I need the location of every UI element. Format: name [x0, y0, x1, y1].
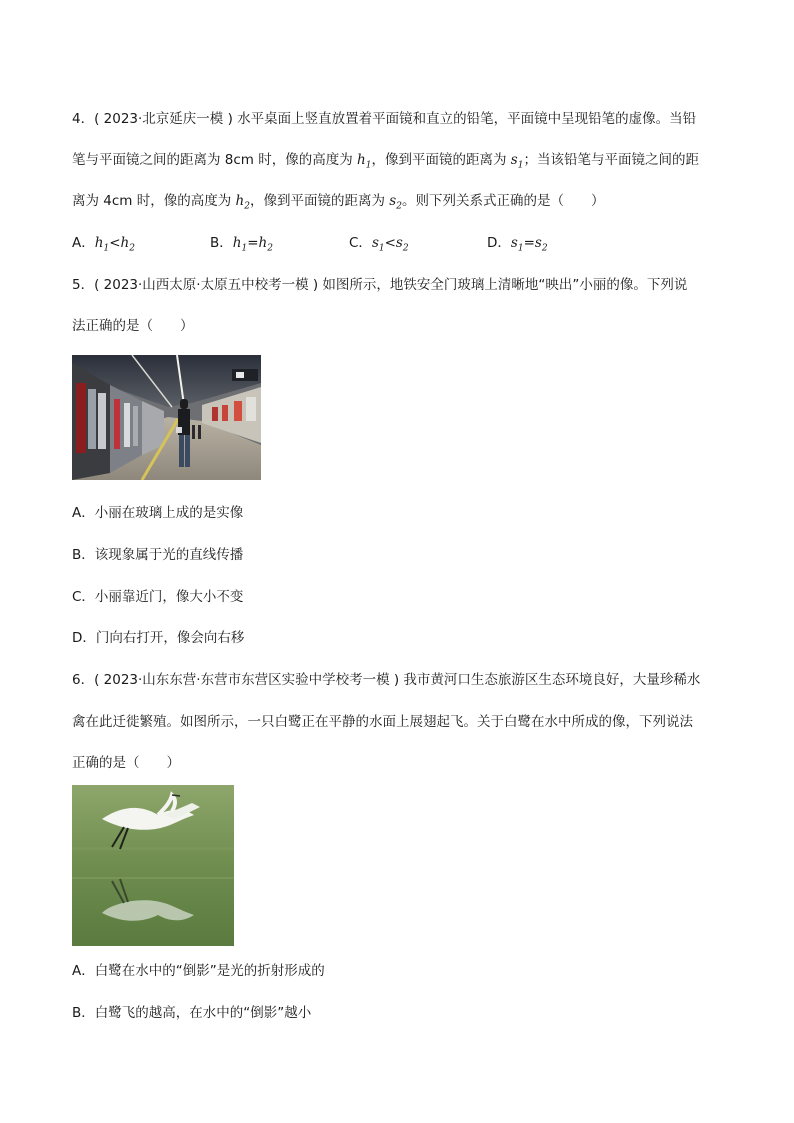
math-h2: $h_2$ — [235, 193, 250, 212]
q4-stem-line1: 4．( 2023·北京延庆一模 ) 水平桌面上竖直放置着平面镜和直立的铅笔，平面镜中呈现铅笔的虚像。当铅 — [72, 111, 697, 127]
subway-platform-photo — [72, 355, 261, 480]
q5-option-c[interactable]: C．小丽靠近门，像大小不变 — [72, 589, 244, 605]
q6-stem-line2: 禽在此迁徙繁殖。如图所示，一只白鹭正在平静的水面上展翅起飞。关于白鹭在水中所成的像，下列说法 — [72, 714, 693, 730]
q4-option-a[interactable]: A．$h_1<h_2$ — [72, 235, 135, 254]
q6-option-a[interactable]: A．白鹭在水中的“倒影”是光的折射形成的 — [72, 963, 325, 979]
q5-option-d[interactable]: D．门向右打开，像会向右移 — [72, 630, 245, 646]
egret-photo — [72, 785, 234, 946]
math-s2: $s_2$ — [389, 193, 402, 212]
q5-stem-line2: 法正确的是（ ） — [72, 318, 194, 334]
q6-stem-line1: 6．( 2023·山东东营·东营市东营区实验中学校考一模 ) 我市黄河口生态旅游区生态环境良好，大量珍稀水 — [72, 672, 701, 688]
q6-option-b[interactable]: B．白鹭飞的越高，在水中的“倒影”越小 — [72, 1005, 312, 1021]
q4-option-b[interactable]: B．$h_1=h_2$ — [210, 235, 273, 254]
q5-stem-line1: 5．( 2023·山西太原·太原五中校考一模 ) 如图所示，地铁安全门玻璃上清晰地“映出”小丽的像。下列说 — [72, 277, 688, 293]
q4-stem-line3: 离为 4cm 时，像的高度为 $h_2$，像到平面镜的距离为 $s_2$。则下列关系式正确的是（ ） — [72, 193, 605, 212]
q4-option-d[interactable]: D．$s_1=s_2$ — [487, 235, 548, 254]
q5-option-a[interactable]: A．小丽在玻璃上成的是实像 — [72, 505, 244, 521]
q6-stem-line3: 正确的是（ ） — [72, 755, 180, 771]
math-h1: $h_1$ — [357, 152, 372, 171]
q4-stem-line2: 笔与平面镜之间的距离为 8cm 时，像的高度为 $h_1$，像到平面镜的距离为 $s_1$；当该铅笔与平面镜之间的距 — [72, 152, 699, 171]
math-s1: $s_1$ — [510, 152, 524, 171]
q4-option-c[interactable]: C．$s_1<s_2$ — [349, 235, 409, 254]
q5-option-b[interactable]: B．该现象属于光的直线传播 — [72, 547, 244, 563]
